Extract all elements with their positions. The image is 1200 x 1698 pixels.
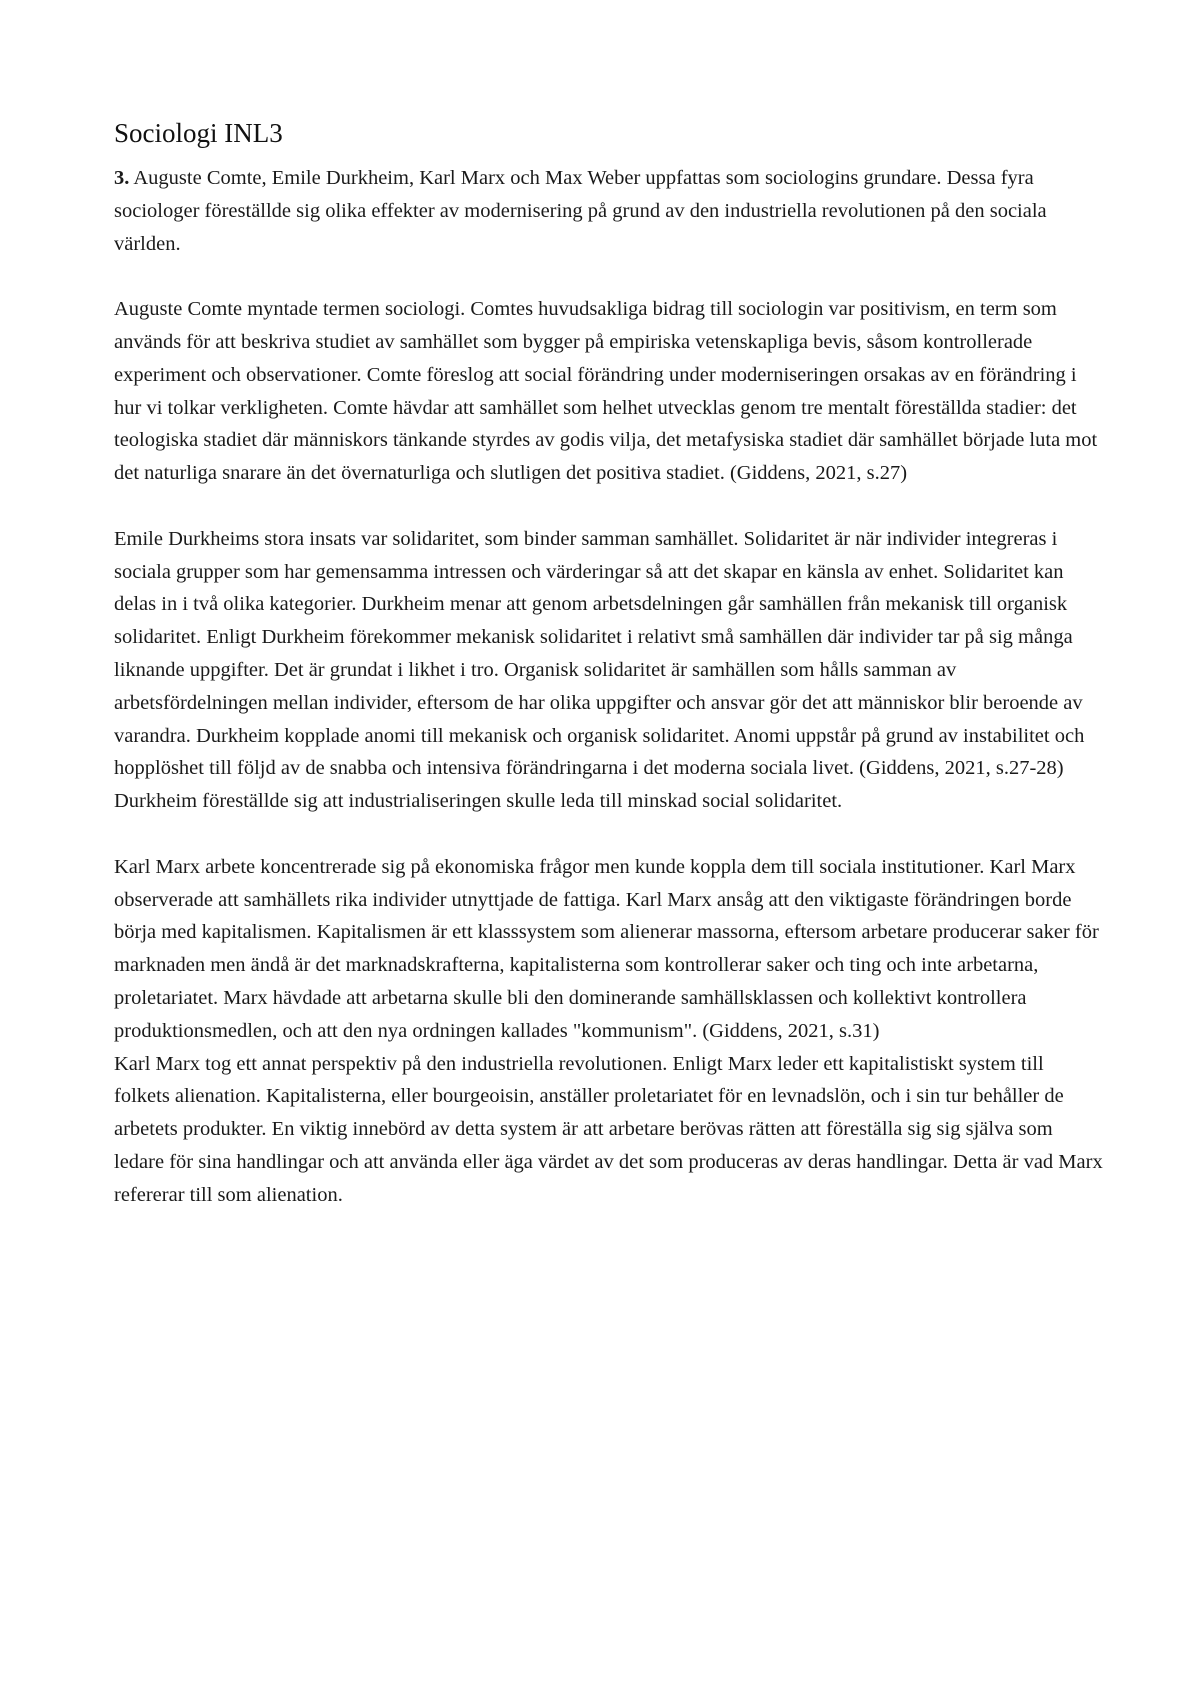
paragraph-gap xyxy=(114,818,1104,851)
marx-alienation-paragraph: Karl Marx tog ett annat perspektiv på den industriella revolutionen. Enligt Marx leder ett kapitalistiskt system till folkets alienation. Kapitalisterna, eller bourgeoisin, anställer proletariatet för en levnadslön, och i sin tur behåller de arbetets produkter. En viktig innebörd av detta system är att arbetare berövas rätten att föreställa sig sig själva som ledare för sina handlingar och att använda eller äga värdet av det som produceras av deras handlingar. Detta är vad Marx refererar till som alienation. xyxy=(114,1052,1103,1206)
comte-paragraph: Auguste Comte myntade termen sociologi. Comtes huvudsakliga bidrag till sociologin var positivism, en term som används för att beskriva studiet av samhället som bygger på empiriska vetenskapliga bevis, såsom kontrollerade experiment och observationer. Comte föreslog att social förändring under moderniseringen orsakas av en förändring i hur vi tolkar verkligheten. Comte hävdar att samhället som helhet utvecklas genom tre mentalt föreställda stadier: det teologiska stadiet där människors tänkande styrdes av godis vilja, det metafysiska stadiet där samhället började luta mot det naturliga snarare än det övernaturliga och slutligen det positiva stadiet. (Giddens, 2021, s.27) xyxy=(114,298,1098,485)
question-number: 3. xyxy=(114,167,130,189)
intro-text: Auguste Comte, Emile Durkheim, Karl Marx och Max Weber uppfattas som sociologins grundare. Dessa fyra sociologer föreställde sig olika effekter av modernisering på grund av den industriella revolutionen på den sociala världen. xyxy=(114,167,1047,255)
paragraph-gap xyxy=(114,260,1104,293)
marx-paragraph: Karl Marx arbete koncentrerade sig på ekonomiska frågor men kunde koppla dem till sociala institutioner. Karl Marx observerade att samhällets rika individer utnyttjade de fattiga. Karl Marx ansåg att den viktigaste förändringen borde börja med kapitalismen. Kapitalismen är ett klasssystem som alienerar massorna, eftersom arbetare producerar saker för marknaden men ändå är det marknadskrafterna, kapitalisterna som kontrollerar saker och ting och inte arbetarna, proletariatet. Marx hävdade att arbetarna skulle bli den dominerande samhällsklassen och kollektivt kontrollera produktionsmedlen, och att den nya ordningen kallades "kommunism". (Giddens, 2021, s.31) xyxy=(114,855,1099,1042)
document-body xyxy=(114,116,1104,1212)
durkheim-conclusion: Durkheim föreställde sig att industrialiseringen skulle leda till minskad social solidaritet. xyxy=(114,790,843,813)
paragraph-gap xyxy=(114,490,1104,523)
durkheim-paragraph: Emile Durkheims stora insats var solidaritet, som binder samman samhället. Solidaritet är när individer integreras i sociala grupper som har gemensamma intressen och värderingar så att det skapar en känsla av enhet. Solidaritet kan delas in i två olika kategorier. Durkheim menar att genom arbetsdelningen går samhällen från mekanisk till organisk solidaritet. Enligt Durkheim förekommer mekanisk solidaritet i relativt små samhällen där individer tar på sig många liknande uppgifter. Det är grundat i likhet i tro. Organisk solidaritet är samhällen som hålls samman av arbetsfördelningen mellan individer, eftersom de har olika uppgifter och ansvar gör det att människor blir beroende av varandra. Durkheim kopplade anomi till mekanisk och organisk solidaritet. Anomi uppstår på grund av instabilitet och hopplöshet till följd av de snabba och intensiva förändringarna i det moderna sociala livet. (Giddens, 2021, s.27-28) xyxy=(114,527,1085,780)
intro-paragraph xyxy=(114,162,1104,260)
document-title: Sociologi INL3 xyxy=(114,118,283,148)
